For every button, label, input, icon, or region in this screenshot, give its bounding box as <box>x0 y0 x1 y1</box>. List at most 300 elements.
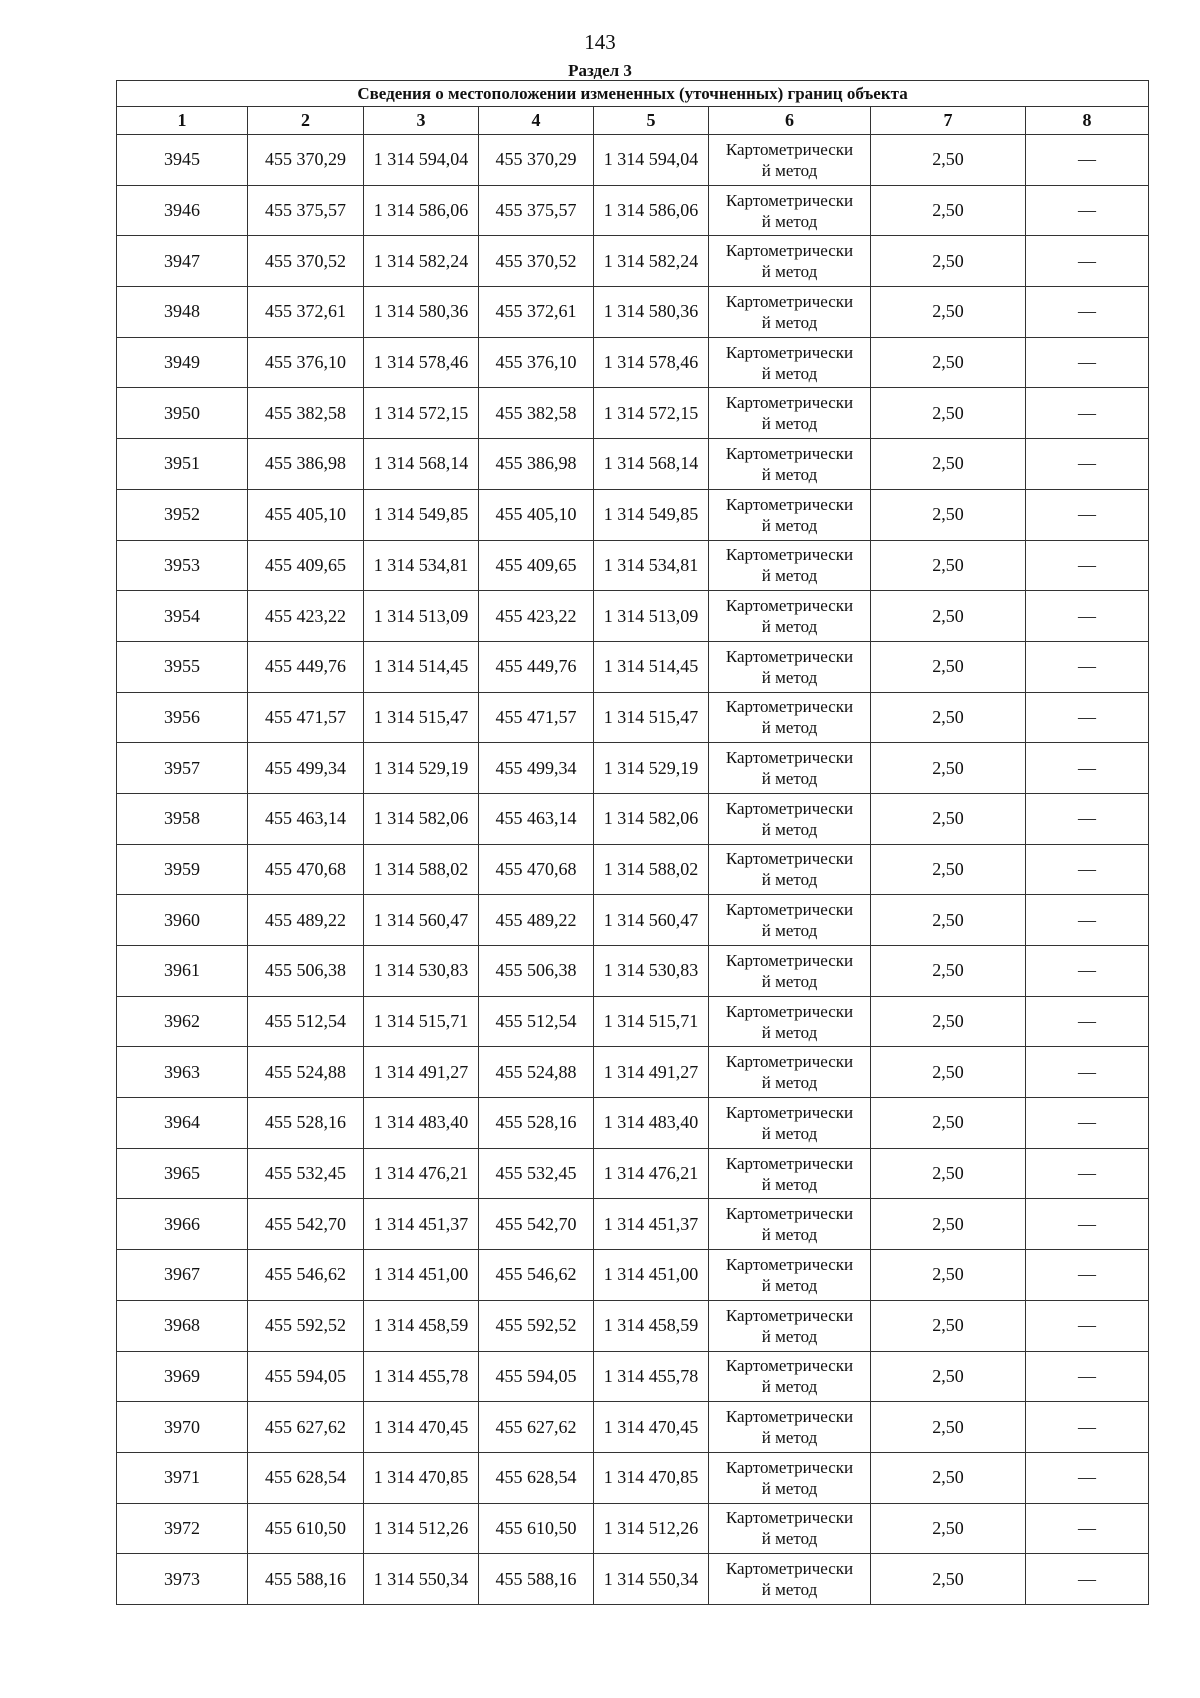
method-text-line-1: Картометрически <box>725 545 854 565</box>
point-number-cell: 3964 <box>117 1098 248 1149</box>
accuracy-cell: 2,50 <box>871 1351 1026 1402</box>
table-row <box>117 591 1149 642</box>
x-refined-cell: 455 627,62 <box>479 1402 594 1453</box>
method-text-line-1: Картометрически <box>725 900 854 920</box>
y-refined-cell: 1 314 550,34 <box>594 1554 709 1605</box>
method-text-line-2: й метод <box>761 971 818 991</box>
method-cell <box>709 185 871 236</box>
y-refined-cell: 1 314 580,36 <box>594 287 709 338</box>
y-existing-cell: 1 314 580,36 <box>364 287 479 338</box>
y-existing-cell: 1 314 594,04 <box>364 135 479 186</box>
method-cell <box>709 1300 871 1351</box>
x-existing-cell: 455 386,98 <box>248 439 364 490</box>
method-text-line-1: Картометрически <box>725 1153 854 1173</box>
section-title: Раздел 3 <box>568 61 632 80</box>
point-number-cell: 3956 <box>117 692 248 743</box>
note-cell: — <box>1026 1554 1149 1605</box>
y-existing-cell: 1 314 451,37 <box>364 1199 479 1250</box>
accuracy-cell: 2,50 <box>871 641 1026 692</box>
note-cell: — <box>1026 1250 1149 1301</box>
x-existing-cell: 455 542,70 <box>248 1199 364 1250</box>
x-existing-cell: 455 532,45 <box>248 1148 364 1199</box>
method-text-line-2: й метод <box>761 667 818 687</box>
method-text-line-1: Картометрически <box>725 291 854 311</box>
x-refined-cell: 455 489,22 <box>479 895 594 946</box>
y-existing-cell: 1 314 529,19 <box>364 743 479 794</box>
y-existing-cell: 1 314 483,40 <box>364 1098 479 1149</box>
method-cell <box>709 641 871 692</box>
accuracy-cell: 2,50 <box>871 540 1026 591</box>
table-row <box>117 1351 1149 1402</box>
note-cell: — <box>1026 1047 1149 1098</box>
note-cell: — <box>1026 895 1149 946</box>
x-existing-cell: 455 375,57 <box>248 185 364 236</box>
x-refined-cell: 455 370,29 <box>479 135 594 186</box>
table-row <box>117 1554 1149 1605</box>
y-existing-cell: 1 314 515,47 <box>364 692 479 743</box>
y-existing-cell: 1 314 476,21 <box>364 1148 479 1199</box>
accuracy-cell: 2,50 <box>871 1047 1026 1098</box>
x-existing-cell: 455 588,16 <box>248 1554 364 1605</box>
y-existing-cell: 1 314 578,46 <box>364 337 479 388</box>
method-cell <box>709 1047 871 1098</box>
point-number-cell: 3972 <box>117 1503 248 1554</box>
x-existing-cell: 455 506,38 <box>248 946 364 997</box>
x-refined-cell: 455 610,50 <box>479 1503 594 1554</box>
method-text-line-2: й метод <box>761 1377 818 1397</box>
table-row <box>117 1148 1149 1199</box>
method-text-line-1: Картометрически <box>725 1001 854 1021</box>
method-text-line-2: й метод <box>761 617 818 637</box>
method-cell <box>709 1098 871 1149</box>
method-text-line-1: Картометрически <box>725 393 854 413</box>
y-existing-cell: 1 314 515,71 <box>364 996 479 1047</box>
y-refined-cell: 1 314 529,19 <box>594 743 709 794</box>
column-header: 3 <box>364 107 479 135</box>
note-cell: — <box>1026 489 1149 540</box>
method-cell <box>709 895 871 946</box>
method-text-line-2: й метод <box>761 566 818 586</box>
method-cell <box>709 135 871 186</box>
y-refined-cell: 1 314 515,71 <box>594 996 709 1047</box>
x-refined-cell: 455 471,57 <box>479 692 594 743</box>
method-text-line-1: Картометрически <box>725 443 854 463</box>
x-existing-cell: 455 489,22 <box>248 895 364 946</box>
note-cell: — <box>1026 844 1149 895</box>
x-refined-cell: 455 588,16 <box>479 1554 594 1605</box>
note-cell: — <box>1026 1503 1149 1554</box>
table-row <box>117 793 1149 844</box>
y-existing-cell: 1 314 582,24 <box>364 236 479 287</box>
x-refined-cell: 455 423,22 <box>479 591 594 642</box>
method-cell <box>709 489 871 540</box>
accuracy-cell: 2,50 <box>871 236 1026 287</box>
accuracy-cell: 2,50 <box>871 692 1026 743</box>
y-refined-cell: 1 314 514,45 <box>594 641 709 692</box>
note-cell: — <box>1026 540 1149 591</box>
accuracy-cell: 2,50 <box>871 946 1026 997</box>
y-existing-cell: 1 314 549,85 <box>364 489 479 540</box>
y-existing-cell: 1 314 550,34 <box>364 1554 479 1605</box>
method-text-line-1: Картометрически <box>725 849 854 869</box>
method-text-line-1: Картометрически <box>725 1559 854 1579</box>
y-existing-cell: 1 314 534,81 <box>364 540 479 591</box>
method-text-line-1: Картометрически <box>725 1356 854 1376</box>
point-number-cell: 3948 <box>117 287 248 338</box>
note-cell: — <box>1026 1351 1149 1402</box>
x-existing-cell: 455 376,10 <box>248 337 364 388</box>
y-refined-cell: 1 314 491,27 <box>594 1047 709 1098</box>
point-number-cell: 3953 <box>117 540 248 591</box>
x-existing-cell: 455 524,88 <box>248 1047 364 1098</box>
note-cell: — <box>1026 692 1149 743</box>
accuracy-cell: 2,50 <box>871 287 1026 338</box>
point-number-cell: 3954 <box>117 591 248 642</box>
note-cell: — <box>1026 1098 1149 1149</box>
x-existing-cell: 455 449,76 <box>248 641 364 692</box>
accuracy-cell: 2,50 <box>871 1402 1026 1453</box>
accuracy-cell: 2,50 <box>871 743 1026 794</box>
x-refined-cell: 455 512,54 <box>479 996 594 1047</box>
y-existing-cell: 1 314 568,14 <box>364 439 479 490</box>
y-refined-cell: 1 314 483,40 <box>594 1098 709 1149</box>
method-text-line-1: Картометрически <box>725 1204 854 1224</box>
method-text-line-2: й метод <box>761 414 818 434</box>
y-refined-cell: 1 314 560,47 <box>594 895 709 946</box>
method-text-line-1: Картометрически <box>725 1254 854 1274</box>
y-existing-cell: 1 314 458,59 <box>364 1300 479 1351</box>
method-text-line-1: Картометрически <box>725 190 854 210</box>
accuracy-cell: 2,50 <box>871 844 1026 895</box>
x-refined-cell: 455 592,52 <box>479 1300 594 1351</box>
x-existing-cell: 455 628,54 <box>248 1452 364 1503</box>
y-refined-cell: 1 314 470,45 <box>594 1402 709 1453</box>
note-cell: — <box>1026 1199 1149 1250</box>
y-existing-cell: 1 314 451,00 <box>364 1250 479 1301</box>
point-number-cell: 3945 <box>117 135 248 186</box>
x-refined-cell: 455 628,54 <box>479 1452 594 1503</box>
method-text-line-1: Картометрически <box>725 646 854 666</box>
accuracy-cell: 2,50 <box>871 1300 1026 1351</box>
method-text-line-2: й метод <box>761 1275 818 1295</box>
y-refined-cell: 1 314 458,59 <box>594 1300 709 1351</box>
accuracy-cell: 2,50 <box>871 996 1026 1047</box>
x-refined-cell: 455 372,61 <box>479 287 594 338</box>
note-cell: — <box>1026 1148 1149 1199</box>
table-body <box>117 135 1149 1605</box>
method-text-line-2: й метод <box>761 363 818 383</box>
x-refined-cell: 455 542,70 <box>479 1199 594 1250</box>
method-cell <box>709 1148 871 1199</box>
method-text-line-2: й метод <box>761 819 818 839</box>
column-header: 6 <box>709 107 871 135</box>
y-existing-cell: 1 314 513,09 <box>364 591 479 642</box>
y-refined-cell: 1 314 512,26 <box>594 1503 709 1554</box>
method-cell <box>709 591 871 642</box>
page-number: 143 <box>584 30 616 54</box>
table-row <box>117 1452 1149 1503</box>
point-number-cell: 3960 <box>117 895 248 946</box>
accuracy-cell: 2,50 <box>871 337 1026 388</box>
method-text-line-1: Картометрически <box>725 241 854 261</box>
note-cell: — <box>1026 135 1149 186</box>
method-cell <box>709 1503 871 1554</box>
column-header: 1 <box>117 107 248 135</box>
y-refined-cell: 1 314 513,09 <box>594 591 709 642</box>
y-existing-cell: 1 314 455,78 <box>364 1351 479 1402</box>
point-number-cell: 3970 <box>117 1402 248 1453</box>
method-cell <box>709 388 871 439</box>
accuracy-cell: 2,50 <box>871 1199 1026 1250</box>
x-existing-cell: 455 370,52 <box>248 236 364 287</box>
method-cell <box>709 287 871 338</box>
x-refined-cell: 455 470,68 <box>479 844 594 895</box>
note-cell: — <box>1026 793 1149 844</box>
point-number-cell: 3962 <box>117 996 248 1047</box>
y-refined-cell: 1 314 594,04 <box>594 135 709 186</box>
method-text-line-2: й метод <box>761 921 818 941</box>
method-cell <box>709 793 871 844</box>
method-cell <box>709 1351 871 1402</box>
y-refined-cell: 1 314 455,78 <box>594 1351 709 1402</box>
table-row <box>117 236 1149 287</box>
table-row <box>117 1199 1149 1250</box>
y-refined-cell: 1 314 530,83 <box>594 946 709 997</box>
y-existing-cell: 1 314 530,83 <box>364 946 479 997</box>
y-refined-cell: 1 314 572,15 <box>594 388 709 439</box>
y-refined-cell: 1 314 515,47 <box>594 692 709 743</box>
x-refined-cell: 455 409,65 <box>479 540 594 591</box>
note-cell: — <box>1026 641 1149 692</box>
table-row <box>117 692 1149 743</box>
x-existing-cell: 455 592,52 <box>248 1300 364 1351</box>
point-number-cell: 3946 <box>117 185 248 236</box>
accuracy-cell: 2,50 <box>871 1098 1026 1149</box>
note-cell: — <box>1026 1452 1149 1503</box>
point-number-cell: 3961 <box>117 946 248 997</box>
point-number-cell: 3958 <box>117 793 248 844</box>
x-refined-cell: 455 499,34 <box>479 743 594 794</box>
x-refined-cell: 455 370,52 <box>479 236 594 287</box>
x-refined-cell: 455 463,14 <box>479 793 594 844</box>
method-text-line-1: Картометрически <box>725 1457 854 1477</box>
method-text-line-2: й метод <box>761 312 818 332</box>
table-row <box>117 287 1149 338</box>
table-row <box>117 1098 1149 1149</box>
method-text-line-2: й метод <box>761 769 818 789</box>
x-refined-cell: 455 506,38 <box>479 946 594 997</box>
x-existing-cell: 455 409,65 <box>248 540 364 591</box>
y-refined-cell: 1 314 582,24 <box>594 236 709 287</box>
note-cell: — <box>1026 996 1149 1047</box>
method-cell <box>709 1199 871 1250</box>
accuracy-cell: 2,50 <box>871 1250 1026 1301</box>
table-row <box>117 996 1149 1047</box>
x-existing-cell: 455 423,22 <box>248 591 364 642</box>
method-cell <box>709 1250 871 1301</box>
method-cell <box>709 540 871 591</box>
point-number-cell: 3963 <box>117 1047 248 1098</box>
method-text-line-2: й метод <box>761 1073 818 1093</box>
x-existing-cell: 455 382,58 <box>248 388 364 439</box>
point-number-cell: 3955 <box>117 641 248 692</box>
method-cell <box>709 946 871 997</box>
note-cell: — <box>1026 591 1149 642</box>
x-refined-cell: 455 386,98 <box>479 439 594 490</box>
note-cell: — <box>1026 236 1149 287</box>
method-text-line-2: й метод <box>761 1580 818 1600</box>
method-text-line-2: й метод <box>761 1326 818 1346</box>
method-text-line-2: й метод <box>761 870 818 890</box>
table-caption: Сведения о местоположении измененных (уточненных) границ объекта <box>117 81 1149 107</box>
method-cell <box>709 996 871 1047</box>
x-refined-cell: 455 382,58 <box>479 388 594 439</box>
table-row <box>117 1047 1149 1098</box>
point-number-cell: 3967 <box>117 1250 248 1301</box>
table-row <box>117 185 1149 236</box>
table-row <box>117 135 1149 186</box>
method-text-line-2: й метод <box>761 515 818 535</box>
point-number-cell: 3950 <box>117 388 248 439</box>
note-cell: — <box>1026 287 1149 338</box>
point-number-cell: 3965 <box>117 1148 248 1199</box>
x-refined-cell: 455 546,62 <box>479 1250 594 1301</box>
column-header: 8 <box>1026 107 1149 135</box>
accuracy-cell: 2,50 <box>871 388 1026 439</box>
method-text-line-2: й метод <box>761 1529 818 1549</box>
x-refined-cell: 455 532,45 <box>479 1148 594 1199</box>
boundary-coordinates-table <box>116 80 1149 1605</box>
point-number-cell: 3971 <box>117 1452 248 1503</box>
y-existing-cell: 1 314 572,15 <box>364 388 479 439</box>
x-refined-cell: 455 405,10 <box>479 489 594 540</box>
method-text-line-1: Картометрически <box>725 798 854 818</box>
x-existing-cell: 455 499,34 <box>248 743 364 794</box>
y-existing-cell: 1 314 470,45 <box>364 1402 479 1453</box>
y-existing-cell: 1 314 582,06 <box>364 793 479 844</box>
point-number-cell: 3957 <box>117 743 248 794</box>
table-row <box>117 1250 1149 1301</box>
table-row <box>117 439 1149 490</box>
note-cell: — <box>1026 388 1149 439</box>
column-header: 4 <box>479 107 594 135</box>
y-refined-cell: 1 314 578,46 <box>594 337 709 388</box>
column-header: 7 <box>871 107 1026 135</box>
note-cell: — <box>1026 439 1149 490</box>
method-cell <box>709 337 871 388</box>
table-row <box>117 1402 1149 1453</box>
table-row <box>117 337 1149 388</box>
x-refined-cell: 455 449,76 <box>479 641 594 692</box>
method-cell <box>709 236 871 287</box>
x-existing-cell: 455 610,50 <box>248 1503 364 1554</box>
x-refined-cell: 455 375,57 <box>479 185 594 236</box>
x-existing-cell: 455 627,62 <box>248 1402 364 1453</box>
point-number-cell: 3951 <box>117 439 248 490</box>
note-cell: — <box>1026 1402 1149 1453</box>
accuracy-cell: 2,50 <box>871 1452 1026 1503</box>
method-text-line-1: Картометрически <box>725 1407 854 1427</box>
y-refined-cell: 1 314 451,37 <box>594 1199 709 1250</box>
x-existing-cell: 455 372,61 <box>248 287 364 338</box>
column-header-row <box>117 107 1149 135</box>
method-text-line-1: Картометрически <box>725 494 854 514</box>
y-refined-cell: 1 314 568,14 <box>594 439 709 490</box>
accuracy-cell: 2,50 <box>871 135 1026 186</box>
table-row <box>117 641 1149 692</box>
method-text-line-2: й метод <box>761 1428 818 1448</box>
table-row <box>117 1300 1149 1351</box>
method-text-line-1: Картометрически <box>725 139 854 159</box>
table-row <box>117 489 1149 540</box>
note-cell: — <box>1026 946 1149 997</box>
method-text-line-2: й метод <box>761 464 818 484</box>
method-text-line-1: Картометрически <box>725 950 854 970</box>
x-existing-cell: 455 463,14 <box>248 793 364 844</box>
point-number-cell: 3947 <box>117 236 248 287</box>
y-existing-cell: 1 314 514,45 <box>364 641 479 692</box>
method-text-line-1: Картометрически <box>725 342 854 362</box>
method-text-line-1: Картометрически <box>725 748 854 768</box>
y-refined-cell: 1 314 549,85 <box>594 489 709 540</box>
method-text-line-2: й метод <box>761 1022 818 1042</box>
y-existing-cell: 1 314 588,02 <box>364 844 479 895</box>
y-existing-cell: 1 314 512,26 <box>364 1503 479 1554</box>
x-existing-cell: 455 546,62 <box>248 1250 364 1301</box>
x-existing-cell: 455 471,57 <box>248 692 364 743</box>
method-text-line-2: й метод <box>761 718 818 738</box>
point-number-cell: 3968 <box>117 1300 248 1351</box>
method-cell <box>709 1452 871 1503</box>
method-cell <box>709 743 871 794</box>
method-text-line-1: Картометрически <box>725 697 854 717</box>
y-refined-cell: 1 314 476,21 <box>594 1148 709 1199</box>
accuracy-cell: 2,50 <box>871 439 1026 490</box>
note-cell: — <box>1026 337 1149 388</box>
method-text-line-1: Картометрически <box>725 1102 854 1122</box>
point-number-cell: 3959 <box>117 844 248 895</box>
table-row <box>117 540 1149 591</box>
method-cell <box>709 1402 871 1453</box>
method-text-line-1: Картометрически <box>725 1305 854 1325</box>
method-text-line-2: й метод <box>761 1123 818 1143</box>
x-existing-cell: 455 512,54 <box>248 996 364 1047</box>
x-existing-cell: 455 470,68 <box>248 844 364 895</box>
x-existing-cell: 455 528,16 <box>248 1098 364 1149</box>
point-number-cell: 3949 <box>117 337 248 388</box>
y-refined-cell: 1 314 582,06 <box>594 793 709 844</box>
table-row <box>117 946 1149 997</box>
accuracy-cell: 2,50 <box>871 1148 1026 1199</box>
table-row <box>117 1503 1149 1554</box>
table-row <box>117 743 1149 794</box>
accuracy-cell: 2,50 <box>871 793 1026 844</box>
method-text-line-2: й метод <box>761 160 818 180</box>
method-text-line-2: й метод <box>761 1478 818 1498</box>
y-refined-cell: 1 314 588,02 <box>594 844 709 895</box>
method-cell <box>709 692 871 743</box>
method-text-line-2: й метод <box>761 1225 818 1245</box>
x-existing-cell: 455 405,10 <box>248 489 364 540</box>
y-refined-cell: 1 314 470,85 <box>594 1452 709 1503</box>
column-header: 2 <box>248 107 364 135</box>
accuracy-cell: 2,50 <box>871 1554 1026 1605</box>
method-text-line-1: Картометрически <box>725 596 854 616</box>
y-existing-cell: 1 314 491,27 <box>364 1047 479 1098</box>
table-row <box>117 388 1149 439</box>
method-cell <box>709 439 871 490</box>
accuracy-cell: 2,50 <box>871 1503 1026 1554</box>
